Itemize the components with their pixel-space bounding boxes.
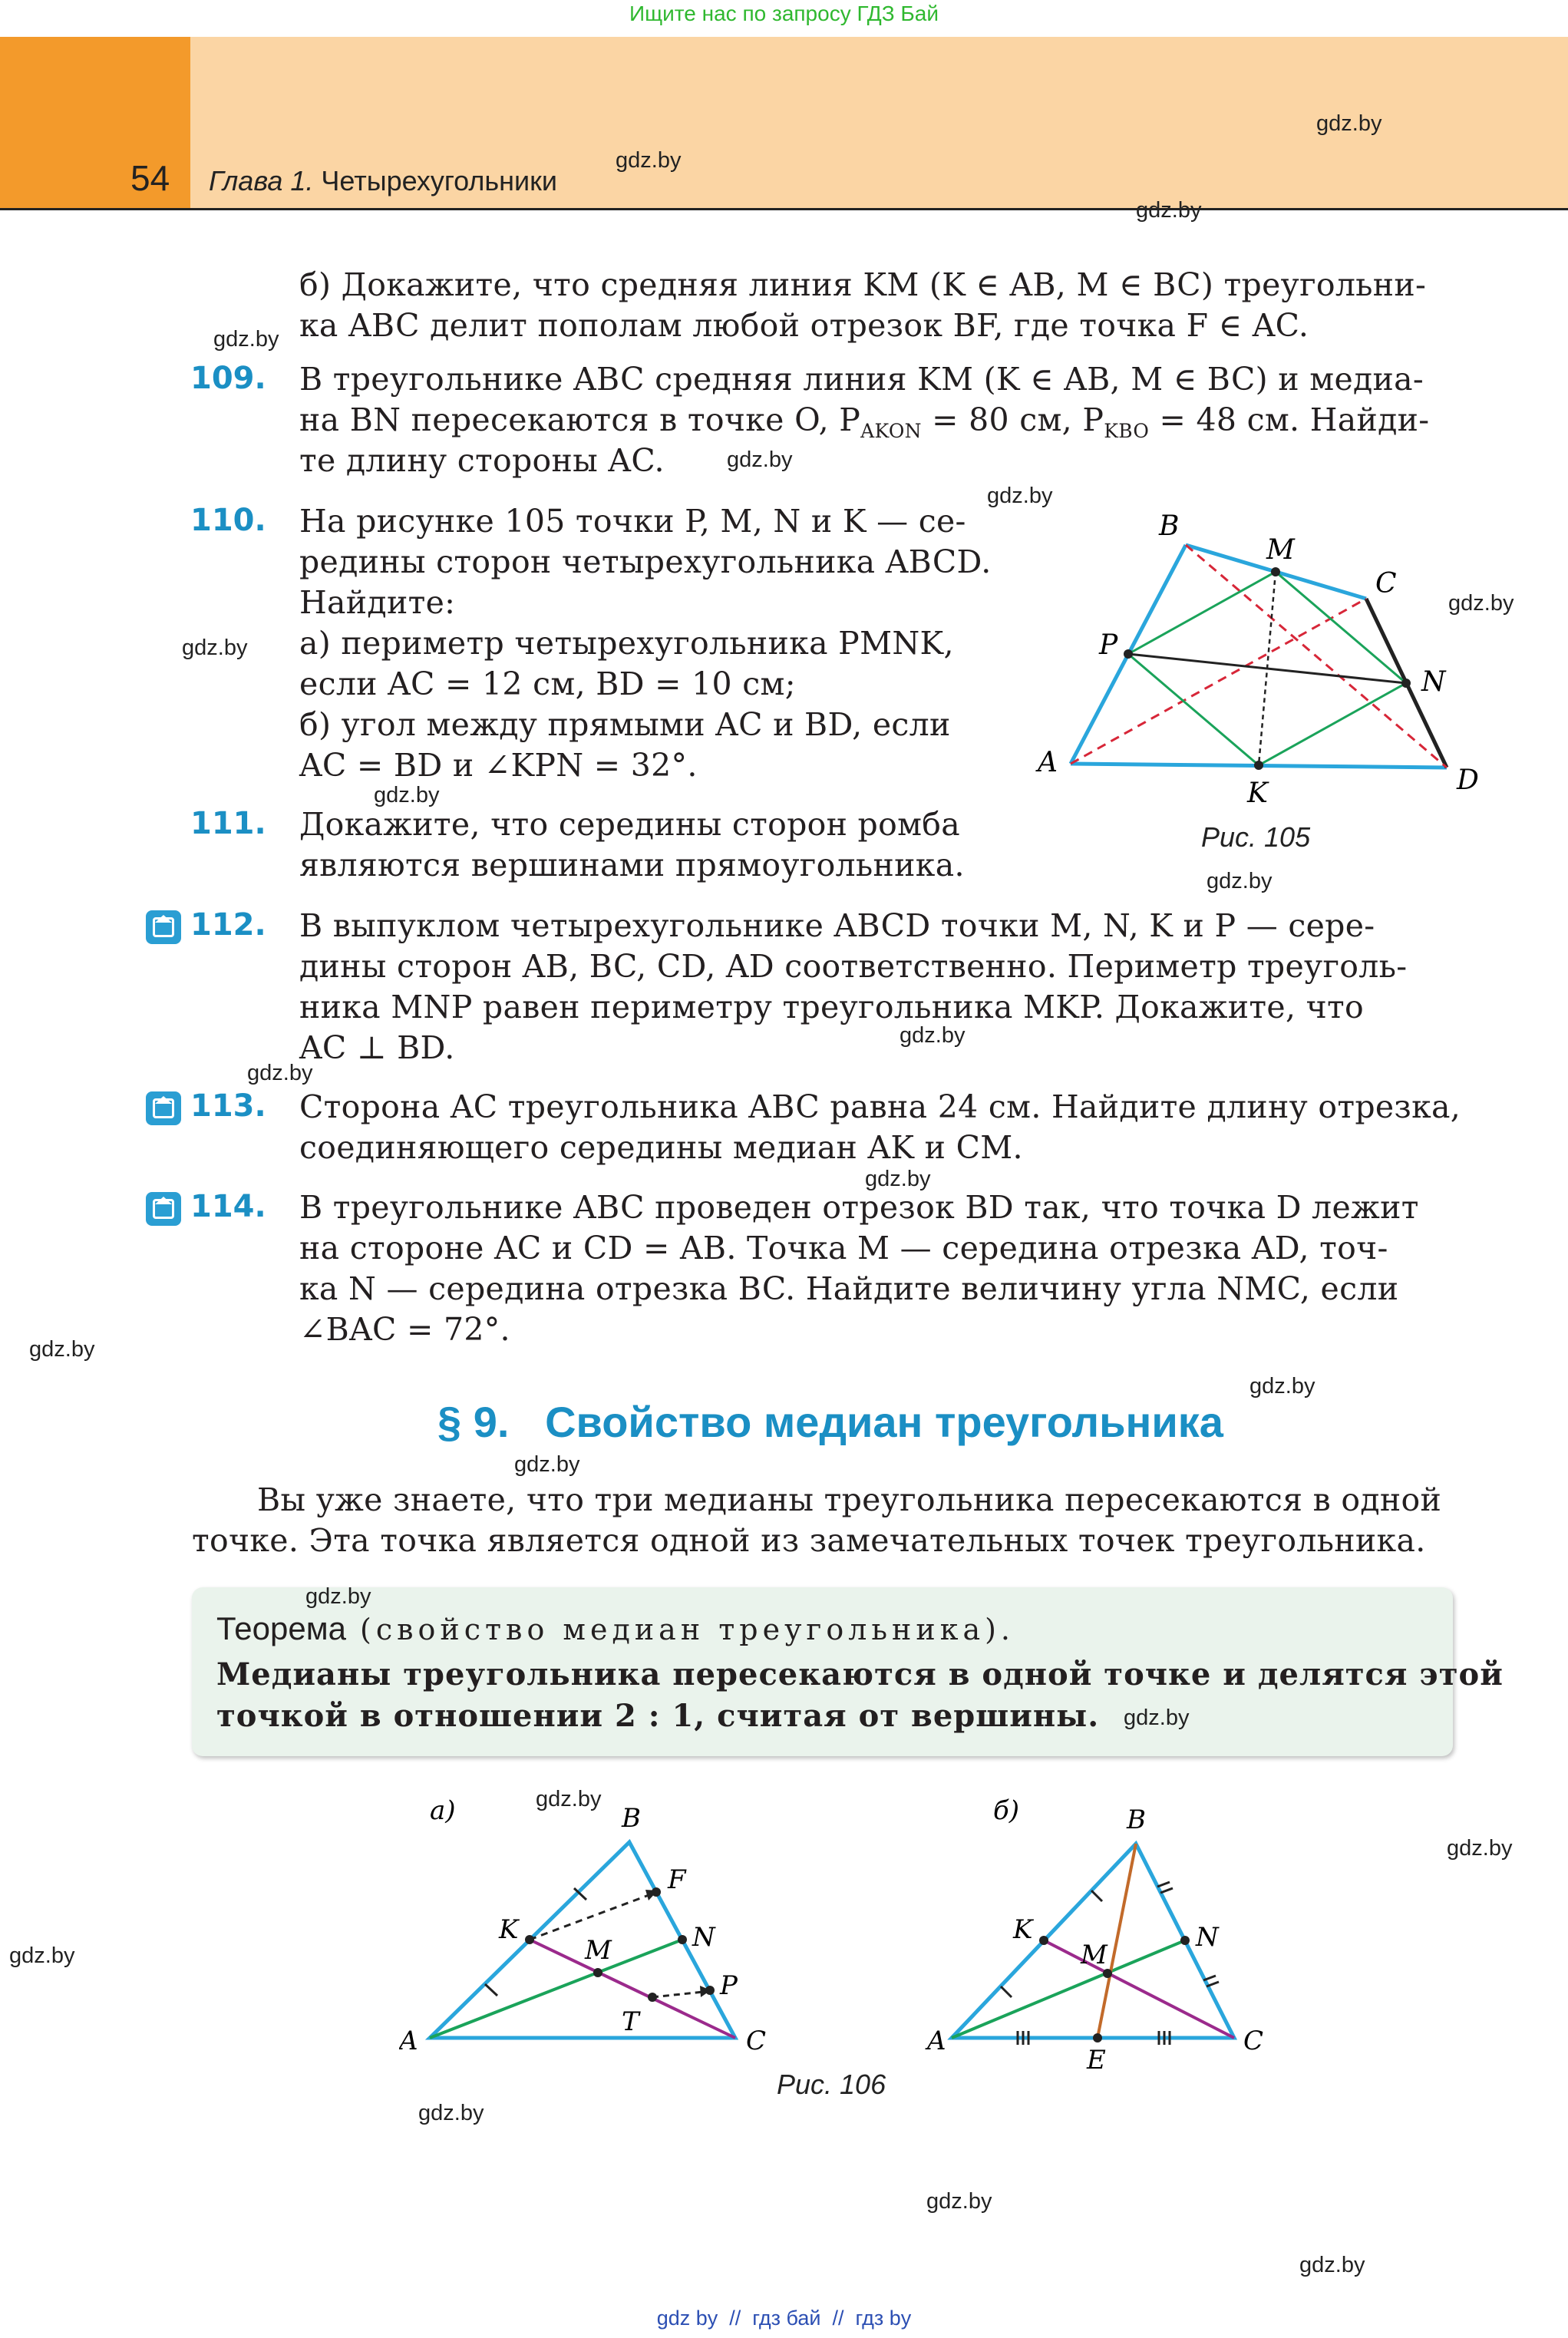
fig106b-median-an — [952, 1940, 1185, 2038]
problem-111-number: 111. — [190, 806, 266, 841]
fig106a-label-c: C — [746, 2026, 767, 2056]
p109-line-3: те длину стороны AC. — [299, 442, 665, 479]
fig106a-dashed-tp — [652, 1992, 703, 1997]
p114-line-1: В треугольнике ABC проведен отрезок BD так, что точка D лежит — [299, 1189, 1419, 1226]
fig105-label-c: C — [1375, 568, 1397, 599]
p109-line-1: В треугольнике ABC средняя линия KM (K ∈ AB, M ∈ BC) и медиа- — [299, 361, 1424, 398]
watermark: gdz.by — [1316, 111, 1382, 136]
home-task-icon — [146, 1192, 181, 1226]
p110-line-4: а) периметр четырехугольника PMNK, — [299, 625, 954, 662]
watermark: gdz.by — [514, 1452, 580, 1477]
p110-line-1: На рисунке 105 точки P, M, N и K — се- — [299, 503, 966, 540]
p111-line-1: Докажите, что середины сторон ромба — [299, 806, 961, 843]
figure-106b — [913, 1788, 1312, 2072]
p108b-line-1: б) Докажите, что средняя линия KM (K ∈ AB, M ∈ BC) треугольни- — [299, 266, 1427, 303]
fig106b-sublabel: б) — [993, 1795, 1020, 1826]
p112-line-1: В выпуклом четырехугольнике ABCD точки M, N, K и P — сере- — [299, 907, 1375, 944]
chapter-name: Четырехугольники — [321, 165, 558, 196]
watermark: gdz.by — [374, 783, 440, 807]
watermark: gdz.by — [865, 1167, 931, 1191]
watermark: gdz.by — [305, 1584, 371, 1609]
p112-line-4: AC ⊥ BD. — [299, 1029, 455, 1066]
fig105-label-m: M — [1266, 534, 1295, 566]
watermark: gdz.by — [727, 447, 793, 472]
watermark: gdz.by — [616, 148, 682, 173]
intro-line-2: точке. Эта точка является одной из замечательных точек треугольника. — [192, 1522, 1426, 1559]
watermark: gdz.by — [900, 1023, 966, 1048]
fig106a-dashed-kf — [530, 1894, 651, 1940]
watermark: gdz.by — [1447, 1836, 1513, 1861]
watermark: gdz.by — [926, 2189, 992, 2214]
watermark: gdz.by — [1448, 591, 1514, 616]
fig106a-label-b: B — [622, 1803, 641, 1834]
fig105-label-d: D — [1457, 764, 1479, 796]
fig106a-median-an — [430, 1940, 682, 2038]
home-task-icon — [146, 910, 181, 944]
figure-105 — [1028, 507, 1504, 844]
theorem-label: Теорема — [216, 1610, 346, 1646]
fig105-label-p: P — [1099, 629, 1118, 661]
problem-110-number: 110. — [190, 503, 266, 538]
watermark: gdz.by — [213, 327, 279, 352]
fig106b-label-m: M — [1081, 1940, 1108, 1970]
section-title: § 9. Свойство медиан треугольника — [437, 1398, 1223, 1446]
p112-line-3: ника MNP равен периметру треугольника MKP. Докажите, что — [299, 989, 1364, 1025]
fig105-label-k: K — [1247, 778, 1268, 809]
p111-line-2: являются вершинами прямоугольника. — [299, 847, 965, 883]
theorem-text-2: точкой в отношении 2 : 1, считая от вершины. — [216, 1698, 1100, 1734]
p110-line-7: AC = BD и ∠KPN = 32°. — [299, 747, 698, 784]
fig106b-label-k: K — [1013, 1914, 1033, 1945]
watermark: gdz.by — [987, 484, 1053, 508]
fig106b-label-c: C — [1243, 2026, 1264, 2056]
theorem-text-1: Медианы треугольника пересекаются в одной точке и делятся этой — [216, 1656, 1504, 1692]
fig106a-label-t: T — [622, 2006, 639, 2037]
p109-text-c: = 48 см. Найди- — [1149, 401, 1430, 438]
fig106a-label-m: M — [585, 1935, 612, 1966]
footer-links[interactable]: gdz by // гдз бай // гдз by — [656, 2307, 912, 2330]
p109-sub-akon: AKON — [860, 420, 922, 443]
watermark: gdz.by — [9, 1943, 75, 1968]
figure-106a — [399, 1788, 798, 2072]
watermark: gdz.by — [418, 2101, 484, 2125]
fig106a-triangle — [430, 1842, 735, 2038]
p110-line-5: если AC = 12 см, BD = 10 см; — [299, 665, 796, 702]
p114-line-3: ка N — середина отрезка BC. Найдите величину угла NMC, если — [299, 1270, 1399, 1307]
fig106a-label-n: N — [692, 1922, 715, 1953]
fig106b-label-a: A — [927, 2026, 946, 2056]
page-number: 54 — [130, 158, 170, 198]
fig105-label-n: N — [1421, 666, 1446, 698]
p110-line-3: Найдите: — [299, 584, 456, 621]
intro-line-1: Вы уже знаете, что три медианы треугольника пересекаются в одной — [257, 1481, 1442, 1518]
p114-line-2: на стороне AC и CD = AB. Точка M — середина отрезка AD, точ- — [299, 1230, 1388, 1266]
fig106b-median-ck — [1044, 1940, 1234, 2038]
p109-text-a: на BN пересекаются в точке O, P — [299, 401, 861, 438]
p114-line-4: ∠BAC = 72°. — [299, 1311, 510, 1348]
problem-113-number: 113. — [190, 1088, 266, 1124]
header-rule — [0, 208, 1568, 210]
fig106b-label-n: N — [1196, 1922, 1219, 1953]
p112-line-2: дины сторон AB, BC, CD, AD соответственно. Периметр треуголь- — [299, 948, 1408, 985]
watermark: gdz.by — [247, 1061, 313, 1085]
p109-sub-kbo: KBO — [1104, 420, 1150, 443]
p108b-line-2: ка ABC делит пополам любой отрезок BF, где точка F ∈ AC. — [299, 307, 1309, 344]
watermark: gdz.by — [1124, 1706, 1190, 1730]
home-task-icon — [146, 1091, 181, 1125]
theorem-name: (свойство медиан треугольника). — [345, 1613, 1015, 1646]
p109-text-b: = 80 см, P — [921, 401, 1104, 438]
fig106a-label-p: P — [720, 1970, 738, 2001]
p109-line-2 — [299, 401, 1429, 442]
problem-112-number: 112. — [190, 907, 266, 943]
fig105-label-a: A — [1038, 747, 1058, 778]
watermark: gdz.by — [1207, 869, 1273, 893]
problem-114-number: 114. — [190, 1189, 266, 1224]
chapter-title — [209, 165, 557, 197]
watermark: gdz.by — [536, 1787, 602, 1811]
p113-line-1: Сторона AC треугольника ABC равна 24 см. Найдите длину отрезка, — [299, 1088, 1461, 1125]
watermark: gdz.by — [1136, 198, 1202, 223]
watermark: gdz.by — [29, 1337, 95, 1362]
fig106-caption: Рис. 106 — [777, 2069, 886, 2100]
theorem-heading — [216, 1610, 1015, 1647]
top-banner[interactable]: Ищите нас по запросу ГДЗ Бай — [629, 2, 939, 25]
fig106a-sublabel: а) — [430, 1795, 456, 1826]
watermark: gdz.by — [182, 636, 248, 660]
problem-109-number: 109. — [190, 361, 266, 396]
p113-line-2: соединяющего середины медиан AK и CM. — [299, 1129, 1023, 1166]
fig106b-label-b: B — [1127, 1805, 1146, 1835]
fig105-label-b: B — [1159, 510, 1180, 542]
fig106a-label-k: K — [499, 1914, 519, 1945]
fig106b-label-e: E — [1087, 2045, 1106, 2072]
chapter-label: Глава 1. — [209, 165, 314, 196]
fig106a-label-f: F — [668, 1864, 686, 1895]
fig106a-label-a: A — [399, 2026, 418, 2056]
fig105-caption: Рис. 105 — [1201, 821, 1311, 853]
p110-line-2: редины сторон четырехугольника ABCD. — [299, 543, 992, 580]
watermark: gdz.by — [1299, 2253, 1365, 2277]
p110-line-6: б) угол между прямыми AC и BD, если — [299, 706, 951, 743]
watermark: gdz.by — [1249, 1374, 1315, 1399]
